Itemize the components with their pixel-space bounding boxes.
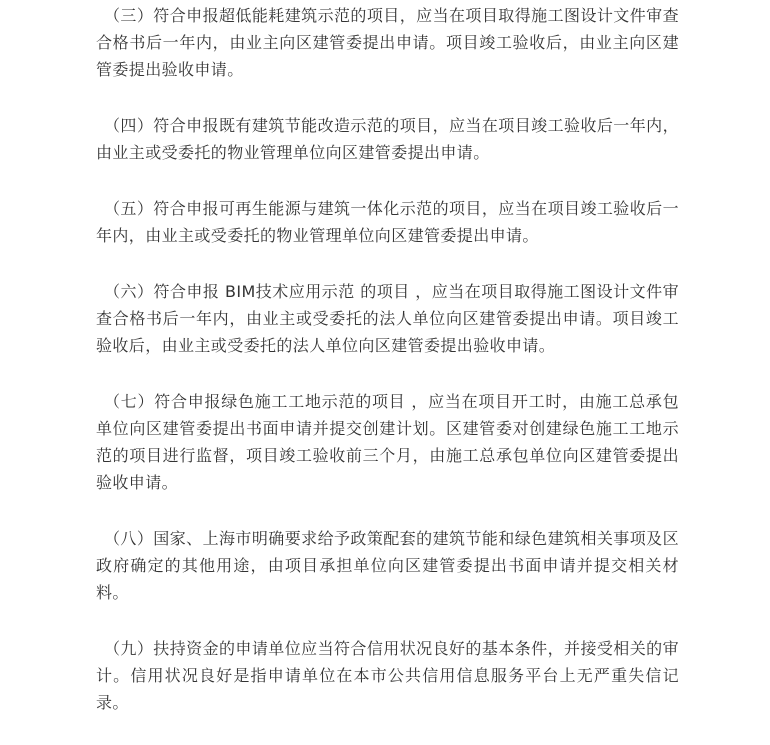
paragraph-item-5: （五）符合申报可再生能源与建筑一体化示范的项目，应当在项目竣工验收后一年内，由业主或受委托的物业管理单位向区建管委提出申请。 — [96, 199, 679, 245]
paragraph-item-4: （四）符合申报既有建筑节能改造示范的项目，应当在项目竣工验收后一年内，由业主或受委托的物业管理单位向区建管委提出申请。 — [96, 116, 679, 162]
paragraph-item-9: （九）扶持资金的申请单位应当符合信用状况良好的基本条件，并接受相关的审计。信用状况良好是指申请单位在本市公共信用信息服务平台上无严重失信记录。 — [96, 639, 679, 712]
paragraph-item-6: （六）符合申报 BIM技术应用示范 的项目 ，应当在项目取得施工图设计文件审查合格书后一年内，由业主或受委托的法人单位向区建管委提出申请。项目竣工验收后，由业主或受委托的法人单位向区建管委提出验收申请。 — [96, 282, 679, 355]
paragraph-item-7: （七）符合申报绿色施工工地示范的项目 ，应当在项目开工时，由施工总承包单位向区建管委提出书面申请并提交创建计划。区建管委对创建绿色施工工地示范的项目进行监督，项目竣工验收前三个月，由施工总承包单位向区建管委提出验收申请。 — [96, 392, 679, 492]
paragraph-item-8: （八）国家、上海市明确要求给予政策配套的建筑节能和绿色建筑相关事项及区政府确定的其他用途，由项目承担单位向区建管委提出书面申请并提交相关材料。 — [96, 529, 679, 602]
paragraph-item-3: （三）符合申报超低能耗建筑示范的项目，应当在项目取得施工图设计文件审查合格书后一年内，由业主向区建管委提出申请。项目竣工验收后，由业主向区建管委提出验收申请。 — [96, 6, 679, 79]
